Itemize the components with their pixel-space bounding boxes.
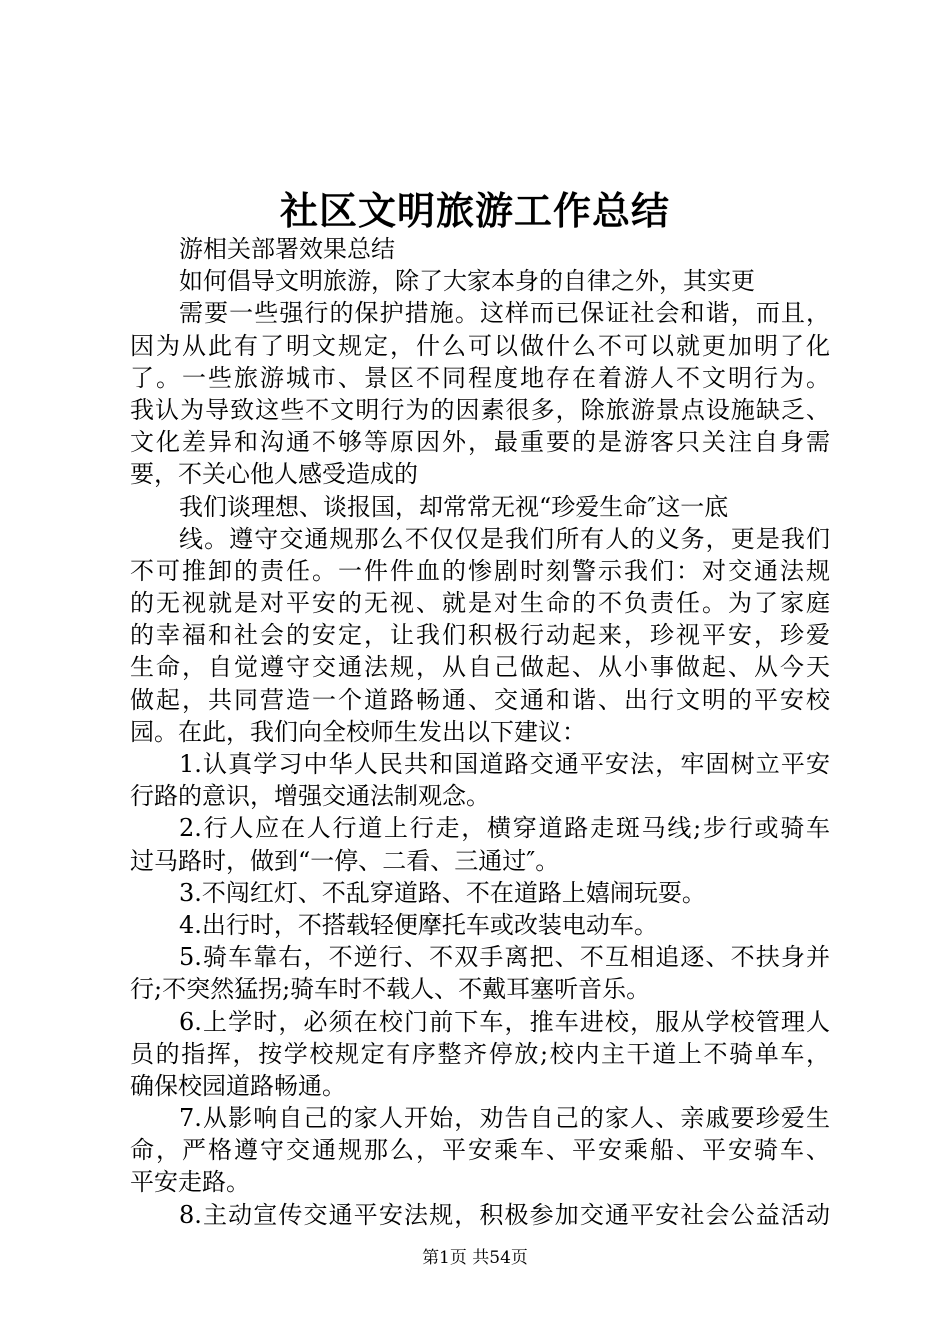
document-body xyxy=(130,233,830,1231)
page-footer: 第1页 共54页 xyxy=(422,1248,528,1268)
text-line: 7.从影响自己的家人开始，劝告自己的家人、亲戚要珍爱生 xyxy=(179,1104,830,1133)
text-line: 确保校园道路畅通。 xyxy=(130,1071,346,1100)
text-line: 3.不闯红灯、不乱穿道路、不在道路上嬉闹玩耍。 xyxy=(179,878,706,907)
text-line: 文化差异和沟通不够等原因外，最重要的是游客只关注自身需 xyxy=(130,428,830,457)
text-line: 我认为导致这些不文明行为的因素很多，除旅游景点设施缺乏、 xyxy=(130,395,830,424)
text-line: 2.行人应在人行道上行走，横穿道路走斑马线;步行或骑车 xyxy=(179,814,830,843)
text-line: 园。在此，我们向全校师生发出以下建议： xyxy=(130,717,586,746)
text-line: 行路的意识，增强交通法制观念。 xyxy=(130,782,490,811)
text-line: 需要一些强行的保护措施。这样而已保证社会和谐，而且， xyxy=(179,299,830,328)
text-line: 线。遵守交通规那么不仅仅是我们所有人的义务，更是我们 xyxy=(179,524,830,553)
text-line: 平安走路。 xyxy=(130,1168,250,1197)
text-line: 6.上学时，必须在校门前下车，推车进校，服从学校管理人 xyxy=(179,1007,830,1036)
text-line: 做起，共同营造一个道路畅通、交通和谐、出行文明的平安校 xyxy=(130,685,830,714)
text-line: 不可推卸的责任。一件件血的惨剧时刻警示我们：对交通法规 xyxy=(130,556,830,585)
text-line: 的无视就是对平安的无视、就是对生命的不负责任。为了家庭 xyxy=(130,589,830,618)
text-line: 因为从此有了明文规定，什么可以做什么不可以就更加明了化 xyxy=(130,331,830,360)
text-line: 员的指挥，按学校规定有序整齐停放;校内主干道上不骑单车， xyxy=(130,1039,830,1068)
text-line: 要，不关心他人感受造成的 xyxy=(130,460,418,489)
text-line: 1.认真学习中华人民共和国道路交通平安法，牢固树立平安 xyxy=(179,750,830,778)
text-line: 了。一些旅游城市、景区不同程度地存在着游人不文明行为。 xyxy=(130,363,830,392)
text-line: 过马路时，做到“一停、二看、三通过″。 xyxy=(130,846,560,875)
document-title: 社区文明旅游工作总结 xyxy=(279,188,670,233)
text-line: 的幸福和社会的安定，让我们积极行动起来，珍视平安，珍爱 xyxy=(130,621,830,650)
text-line: 游相关部署效果总结 xyxy=(179,235,395,263)
text-line: 我们谈理想、谈报国，却常常无视“珍爱生命″这一底 xyxy=(179,492,729,521)
text-line: 如何倡导文明旅游，除了大家本身的自律之外，其实更 xyxy=(179,267,755,296)
text-line: 5.骑车靠右，不逆行、不双手离把、不互相追逐、不扶身并 xyxy=(179,943,830,972)
text-line: 行;不突然猛拐;骑车时不载人、不戴耳塞听音乐。 xyxy=(130,975,651,1004)
text-line: 4.出行时，不搭载轻便摩托车或改装电动车。 xyxy=(179,910,658,939)
text-line: 生命，自觉遵守交通法规，从自己做起、从小事做起、从今天 xyxy=(130,653,830,682)
text-line: 命，严格遵守交通规那么，平安乘车、平安乘船、平安骑车、 xyxy=(130,1136,830,1165)
text-line: 8.主动宣传交通平安法规，积极参加交通平安社会公益活动 xyxy=(179,1200,830,1229)
